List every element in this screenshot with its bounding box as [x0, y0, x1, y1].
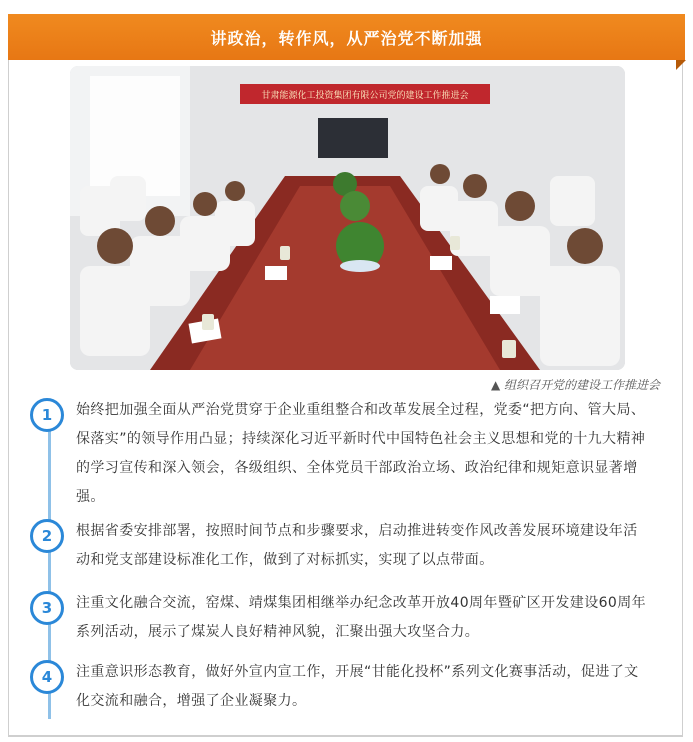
meeting-photo-illustration — [70, 66, 625, 370]
item-number-badge: 2 — [30, 519, 64, 553]
item-number-badge: 3 — [30, 591, 64, 625]
item-number-badge: 4 — [30, 660, 64, 694]
bottom-divider — [8, 736, 683, 737]
item-text: 注重意识形态教育，做好外宣内宣工作，开展“甘能化投杯”系列文化赛事活动，促进了文化交流和融合，增强了企业凝聚力。 — [76, 664, 639, 709]
item-text: 注重文化融合交流，窑煤、靖煤集团相继举办纪念改革开放40周年暨矿区开发建设60周年系列活动，展示了煤炭人良好精神风貌，汇聚出强大攻坚合力。 — [76, 595, 647, 640]
item-text: 根据省委安排部署，按照时间节点和步骤要求，启动推进转变作风改善发展环境建设年活动和党支部建设标准化工作，做到了对标抓实，实现了以点带面。 — [76, 523, 638, 568]
photo-caption: ▲ 组织召开党的建设工作推进会 — [490, 378, 660, 392]
meeting-photo — [70, 66, 625, 370]
item-number-badge: 1 — [30, 398, 64, 432]
section-title — [8, 14, 685, 60]
banner-text: 甘肃能源化工投资集团有限公司党的建设工作推进会 — [261, 91, 469, 101]
item-text: 始终把加强全面从严治党贯穿于企业重组整合和改革发展全过程，党委“把方向、管大局、保落实”的领导作用凸显；持续深化习近平新时代中国特色社会主义思想和党的十九大精神的学习宣传和深入领会，各级组织、全体党员干部政治立场、政治纪律和规矩意识显著增强。 — [76, 402, 646, 505]
section-title-text: 讲政治，转作风，从严治党不断加强 — [210, 28, 483, 48]
